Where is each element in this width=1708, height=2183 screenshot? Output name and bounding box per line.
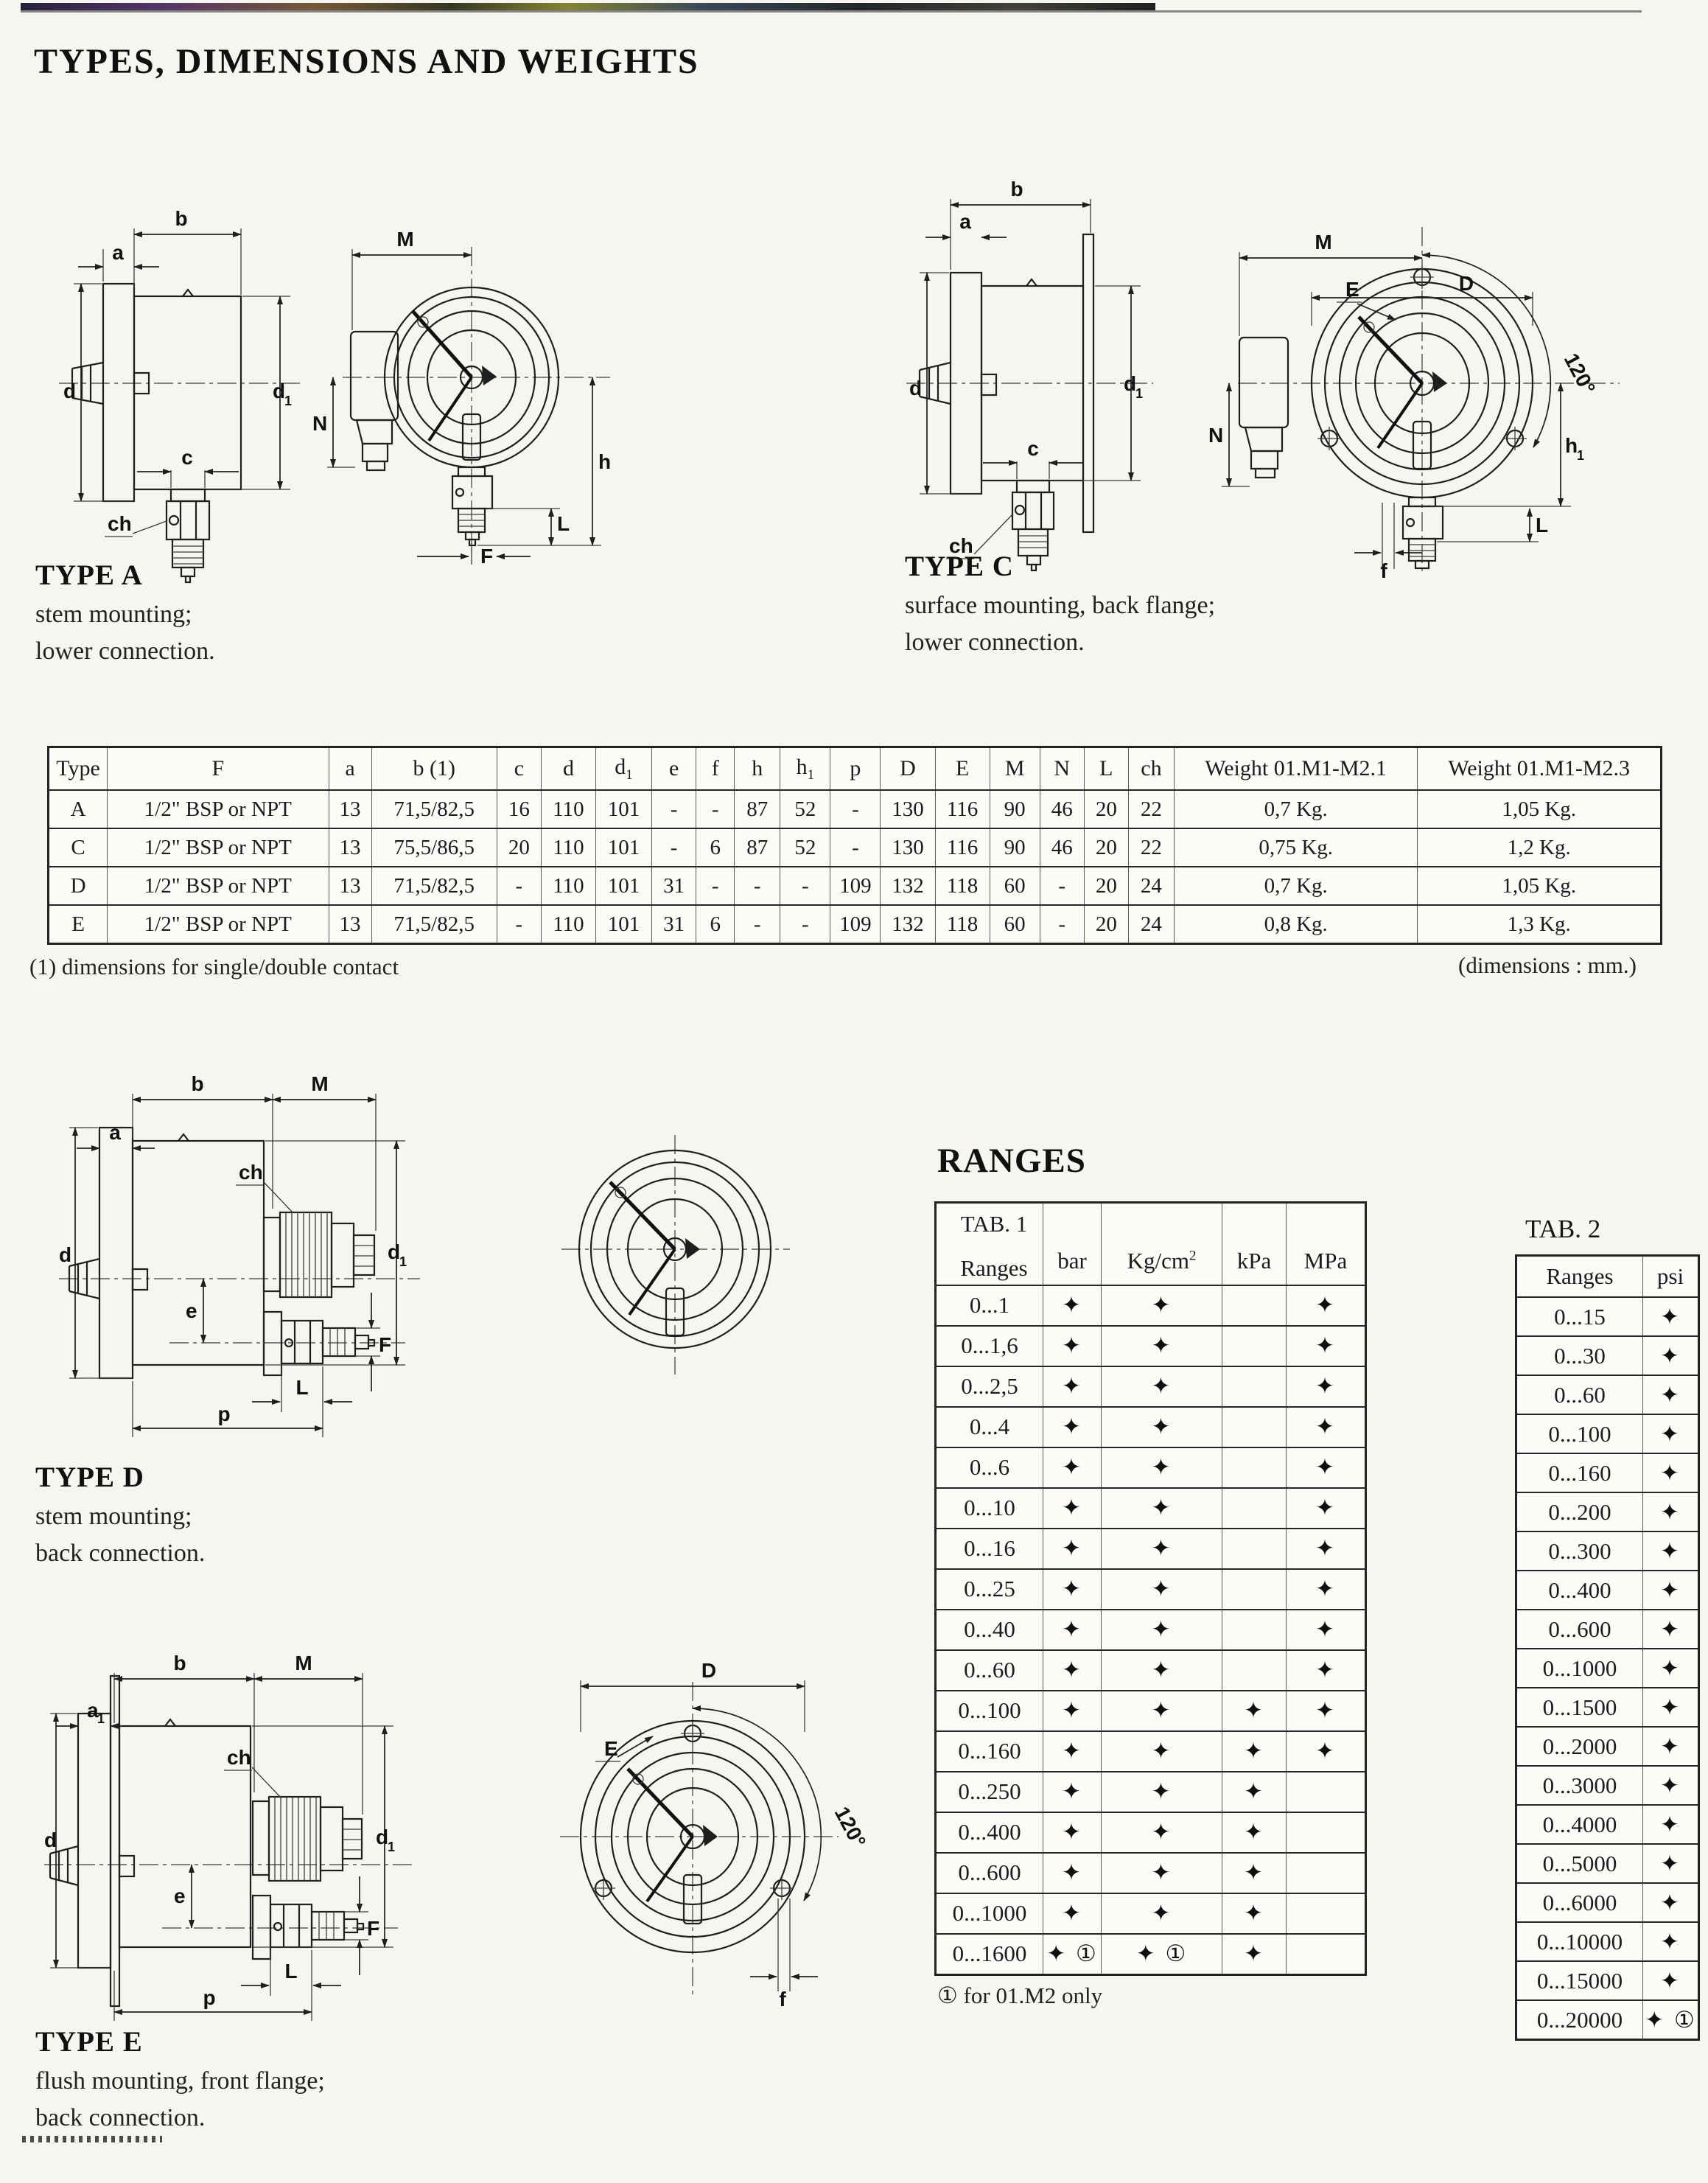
type-c-front-view [1208,227,1620,582]
svg-text:h: h [1565,434,1578,457]
dim-d [59,1128,131,1378]
svg-text:1: 1 [399,1254,407,1269]
svg-text:E: E [604,1737,618,1760]
svg-text:120°: 120° [830,1803,871,1851]
type-e-name: TYPE E [35,2026,143,2058]
page-title: TYPES, DIMENSIONS AND WEIGHTS [34,42,699,81]
tab2-row: 0...100 ✦ [1516,1414,1699,1453]
tab1-row: 0...250 ✦ ✦ ✦ [936,1772,1366,1812]
tab2-row: 0...6000 ✦ [1516,1883,1699,1922]
svg-text:M: M [311,1072,329,1095]
tab1-row: 0...10 ✦ ✦ ✦ [936,1488,1366,1529]
gauge-needle [1359,317,1422,383]
svg-text:b: b [175,207,188,230]
tab2-row: 0...30 ✦ [1516,1336,1699,1375]
svg-text:M: M [396,228,414,251]
dim-F [355,1293,391,1391]
tab2-row: 0...15 ✦ [1516,1297,1699,1336]
tab2-row: 0...3000 ✦ [1516,1766,1699,1805]
scan-artifact-top [21,3,1155,10]
svg-text:F: F [379,1333,392,1356]
svg-text:N: N [312,412,328,435]
type-d-side-view [59,1072,420,1437]
tab2-label: TAB. 2 [1525,1215,1601,1243]
dim-L [486,509,570,545]
svg-text:1: 1 [388,1840,396,1854]
type-a-front-view [312,228,611,567]
type-c-drawing [906,140,1702,582]
dim-a1 [56,1699,134,1726]
tab2-row: 0...300 ✦ [1516,1531,1699,1571]
svg-text:L: L [284,1960,298,1983]
tab2-row: 0...160 ✦ [1516,1453,1699,1492]
svg-text:N: N [1208,424,1224,447]
svg-text:D: D [701,1659,717,1682]
svg-text:ch: ch [949,534,973,557]
dim-L [241,1950,341,1996]
dimensions-header-row: Type F a b (1) c d $d_1$ e f h $h_1$ p D E M N L ch Weight 01.M1-M2.1 Weight 01.M1-M2.3 [49,747,1662,791]
type-a-caption: TYPE A stem mounting; lower connection. [35,559,215,665]
svg-text:d: d [273,380,286,402]
knurled-connector [280,1212,332,1297]
type-e-front-view [560,1659,870,2011]
svg-text:f: f [1380,559,1387,582]
tab1-col-mpa: MPa [1287,1203,1366,1285]
svg-text:c: c [181,446,193,469]
type-a-drawing [59,155,811,567]
tab2-row: 0...4000 ✦ [1516,1805,1699,1844]
tab1-footnote: ① for 01.M2 only [937,1983,1103,2008]
type-d-name: TYPE D [35,1461,144,1493]
tab1-row: 0...600 ✦ ✦ ✦ [936,1853,1366,1893]
type-d-front-view [561,1135,790,1375]
tab2-row: 0...10000 ✦ [1516,1922,1699,1961]
tab1-label: TAB. 1 [960,1211,1028,1237]
scan-artifact-bottom [22,2136,162,2142]
tab1-col-bar: bar [1043,1203,1102,1285]
svg-text:E: E [1345,278,1359,301]
contact-housing [1239,338,1288,427]
tab1-row: 0...1,6 ✦ ✦ ✦ [936,1326,1366,1366]
tab2-header-row [1516,1256,1699,1298]
svg-text:M: M [1315,231,1332,254]
svg-text:e: e [186,1299,197,1322]
svg-text:d: d [376,1826,389,1848]
dim-e [174,1865,192,1928]
svg-text:a: a [87,1699,99,1722]
tab1-row: 0...6 ✦ ✦ ✦ [936,1447,1366,1488]
svg-text:b: b [1010,178,1023,200]
dim-M [254,1652,363,1814]
scan-artifact-line [21,10,1642,13]
svg-text:b: b [191,1072,204,1095]
svg-text:b: b [173,1652,186,1674]
tab2-row: 0...600 ✦ [1516,1610,1699,1649]
svg-text:1: 1 [97,1711,105,1726]
tab2-col-psi: psi [1643,1256,1699,1298]
type-a-side-view [59,207,302,582]
dimensions-row: D 1/2" BSP or NPT 13 71,5/82,5 - 110 101 31 - - - 109 132 118 60 - 20 24 0,7 Kg. 1,05 Kg. [49,867,1662,905]
svg-text:ch: ch [227,1746,251,1769]
tab1-row: 0...40 ✦ ✦ ✦ [936,1610,1366,1650]
dim-a [77,1121,155,1148]
dim-p [133,1381,323,1437]
dim-p [114,1971,312,2021]
dim-ch [224,1746,281,1798]
dim-d1 [252,1726,395,1947]
dimensions-row: C 1/2" BSP or NPT 13 75,5/86,5 20 110 101 - 6 87 52 - 130 116 90 46 20 22 0,75 Kg. 1,2 Kg. [49,828,1662,867]
dim-L [252,1366,352,1412]
svg-text:e: e [174,1885,186,1907]
svg-text:L: L [557,512,570,535]
dim-f [750,1899,818,2011]
dim-b [134,207,241,295]
dimensions-row: E 1/2" BSP or NPT 13 71,5/82,5 - 110 101 31 6 - - 109 132 118 60 - 20 24 0,8 Kg. 1,3 Kg. [49,905,1662,944]
dim-N [1208,383,1250,486]
svg-text:d: d [59,1243,72,1266]
dim-e [186,1279,203,1343]
svg-text:p: p [203,1986,216,2009]
tab2-row: 0...1000 ✦ [1516,1649,1699,1688]
tab1-row: 0...1000 ✦ ✦ ✦ [936,1893,1366,1934]
svg-text:D: D [1458,272,1474,295]
dim-L [1437,509,1548,542]
type-c-side-view [906,178,1153,570]
contacts-footnote: (1) dimensions for single/double contact [29,954,399,979]
type-e-caption: TYPE E flush mounting, front flange; back connection. [35,2026,325,2131]
tab1-row: 0...25 ✦ ✦ ✦ [936,1569,1366,1610]
svg-text:d: d [63,380,77,402]
dim-c [983,437,1083,479]
svg-text:1: 1 [284,394,293,408]
tab2-row: 0...200 ✦ [1516,1492,1699,1531]
dim-d [63,284,133,501]
dim-b [951,178,1091,270]
dim-N [312,377,355,467]
svg-text:F: F [480,545,494,567]
tab1-row: 0...60 ✦ ✦ ✦ [936,1650,1366,1691]
type-c-caption: TYPE C surface mounting, back flange; lower connection. [905,551,1216,656]
svg-text:a: a [109,1121,121,1144]
svg-text:h: h [598,450,612,473]
tab1-row: 0...160 ✦ ✦ ✦ ✦ [936,1731,1366,1772]
dimensions-row: A 1/2" BSP or NPT 13 71,5/82,5 16 110 101 - - 87 52 - 130 116 90 46 20 22 0,7 Kg. 1,05 Kg. [49,790,1662,828]
type-a-name: TYPE A [35,559,143,591]
dim-M [352,228,472,330]
tab1-col-ranges: Ranges [960,1255,1028,1281]
gauge-needle [413,311,472,377]
ranges-tab1-table [934,1201,1367,1976]
tab2-col-ranges: Ranges [1516,1256,1643,1298]
type-c-name: TYPE C [905,551,1014,582]
dim-angle-120 [1422,255,1600,447]
dim-d [44,1714,109,1968]
svg-text:F: F [367,1917,380,1940]
svg-text:ch: ch [239,1161,263,1184]
type-e-side-view [44,1652,413,2021]
svg-text:120°: 120° [1559,349,1600,398]
type-d-caption: TYPE D stem mounting; back connection. [35,1461,206,1567]
tab1-col-kgcm2: $Kg/cm^2$ [1102,1203,1222,1285]
svg-text:d: d [44,1829,57,1851]
gauge-needle [628,1769,693,1837]
svg-text:1: 1 [1135,386,1144,401]
dim-F [417,545,531,567]
tab1-row: 0...16 ✦ ✦ ✦ [936,1529,1366,1569]
tab2-row: 0...20000 ✦ ① [1516,2000,1699,2040]
tab1-row: 0...4 ✦ ✦ ✦ [936,1407,1366,1447]
svg-text:L: L [1536,514,1549,537]
dim-angle-120 [693,1708,870,1901]
svg-text:d: d [388,1240,401,1263]
svg-text:a: a [959,210,971,233]
type-e-drawing [44,1644,871,2027]
svg-text:d: d [909,377,923,399]
units-note: (dimensions : mm.) [1458,952,1637,978]
svg-text:L: L [295,1376,309,1399]
svg-text:ch: ch [108,512,132,535]
dim-d1 [265,1141,407,1365]
dimensions-table [47,746,1662,945]
tab2-row: 0...5000 ✦ [1516,1844,1699,1883]
tab2-row: 0...60 ✦ [1516,1375,1699,1414]
tab1-row: 0...1600 ✦ ① ✦ ① ✦ [936,1934,1366,1975]
tab2-row: 0...1500 ✦ [1516,1688,1699,1727]
svg-text:M: M [295,1652,312,1674]
knurled-connector [269,1797,321,1881]
tab2-row: 0...2000 ✦ [1516,1727,1699,1766]
dim-d1 [206,296,292,489]
svg-text:d: d [1124,372,1137,395]
svg-text:p: p [217,1403,231,1425]
tab1-row: 0...100 ✦ ✦ ✦ ✦ [936,1691,1366,1731]
dim-b [114,1652,254,1792]
svg-text:a: a [112,241,124,264]
svg-text:1: 1 [1577,448,1585,463]
gauge-needle [610,1182,675,1249]
dim-ch [105,512,167,537]
dim-a [78,241,159,282]
ranges-tab2-table [1515,1254,1700,2041]
tab1-header-row [936,1203,1366,1285]
dim-f [1354,503,1422,582]
tab2-row: 0...400 ✦ [1516,1571,1699,1610]
tab1-row: 0...400 ✦ ✦ ✦ [936,1812,1366,1853]
dim-a [925,210,1007,237]
dim-c [137,446,239,488]
svg-text:f: f [779,1988,786,2011]
dim-F [344,1876,379,1975]
type-d-drawing [59,1061,855,1445]
tab2-row: 0...15000 ✦ [1516,1961,1699,2000]
svg-text:c: c [1027,437,1039,460]
ranges-heading: RANGES [937,1142,1086,1180]
tab1-row: 0...2,5 ✦ ✦ ✦ [936,1366,1366,1407]
tab1-row: 0...1 ✦ ✦ ✦ [936,1285,1366,1326]
tab1-col-kpa: kPa [1222,1203,1287,1285]
